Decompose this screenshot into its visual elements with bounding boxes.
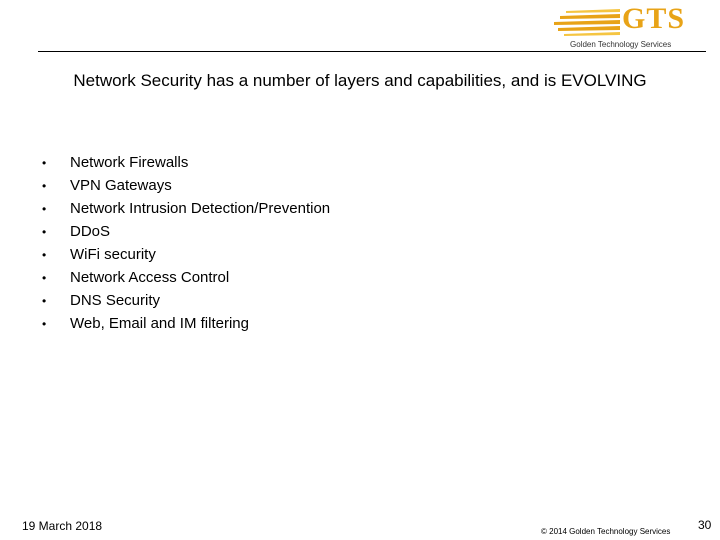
speed-line [558, 26, 620, 31]
bullet-text: WiFi security [70, 246, 156, 263]
bullet-dot: • [42, 156, 47, 170]
speed-line [560, 14, 620, 19]
gts-logo [552, 4, 692, 50]
speed-line [554, 20, 620, 25]
bullet-text: Network Access Control [70, 269, 230, 286]
bullet-text: Network Firewalls [70, 154, 189, 171]
logo-tagline: Golden Technology Services [570, 40, 672, 49]
bullet-dot: • [42, 248, 47, 262]
speed-line [566, 9, 620, 13]
bullet-dot: • [42, 271, 47, 285]
page-number: 30 [698, 518, 712, 532]
bullet-text: DNS Security [70, 292, 161, 309]
bullet-dot: • [42, 179, 47, 193]
slide-date: 19 March 2018 [22, 519, 103, 533]
bullet-text: Web, Email and IM filtering [70, 315, 249, 332]
speed-lines-icon [552, 4, 622, 40]
bullet-text: VPN Gateways [70, 177, 172, 194]
header-rule [38, 51, 706, 52]
speed-line [564, 32, 620, 36]
bullet-dot: • [42, 317, 47, 331]
logo-text: GTS [622, 2, 686, 35]
slide-title: Network Security has a number of layers and capabilities, and is EVOLVING [73, 71, 647, 90]
bullet-text: DDoS [70, 223, 111, 240]
copyright-notice: © 2014 Golden Technology Services [541, 527, 671, 536]
bullet-dot: • [42, 225, 47, 239]
bullet-dot: • [42, 202, 47, 216]
bullet-text: Network Intrusion Detection/Prevention [70, 200, 331, 217]
bullet-dot: • [42, 294, 47, 308]
